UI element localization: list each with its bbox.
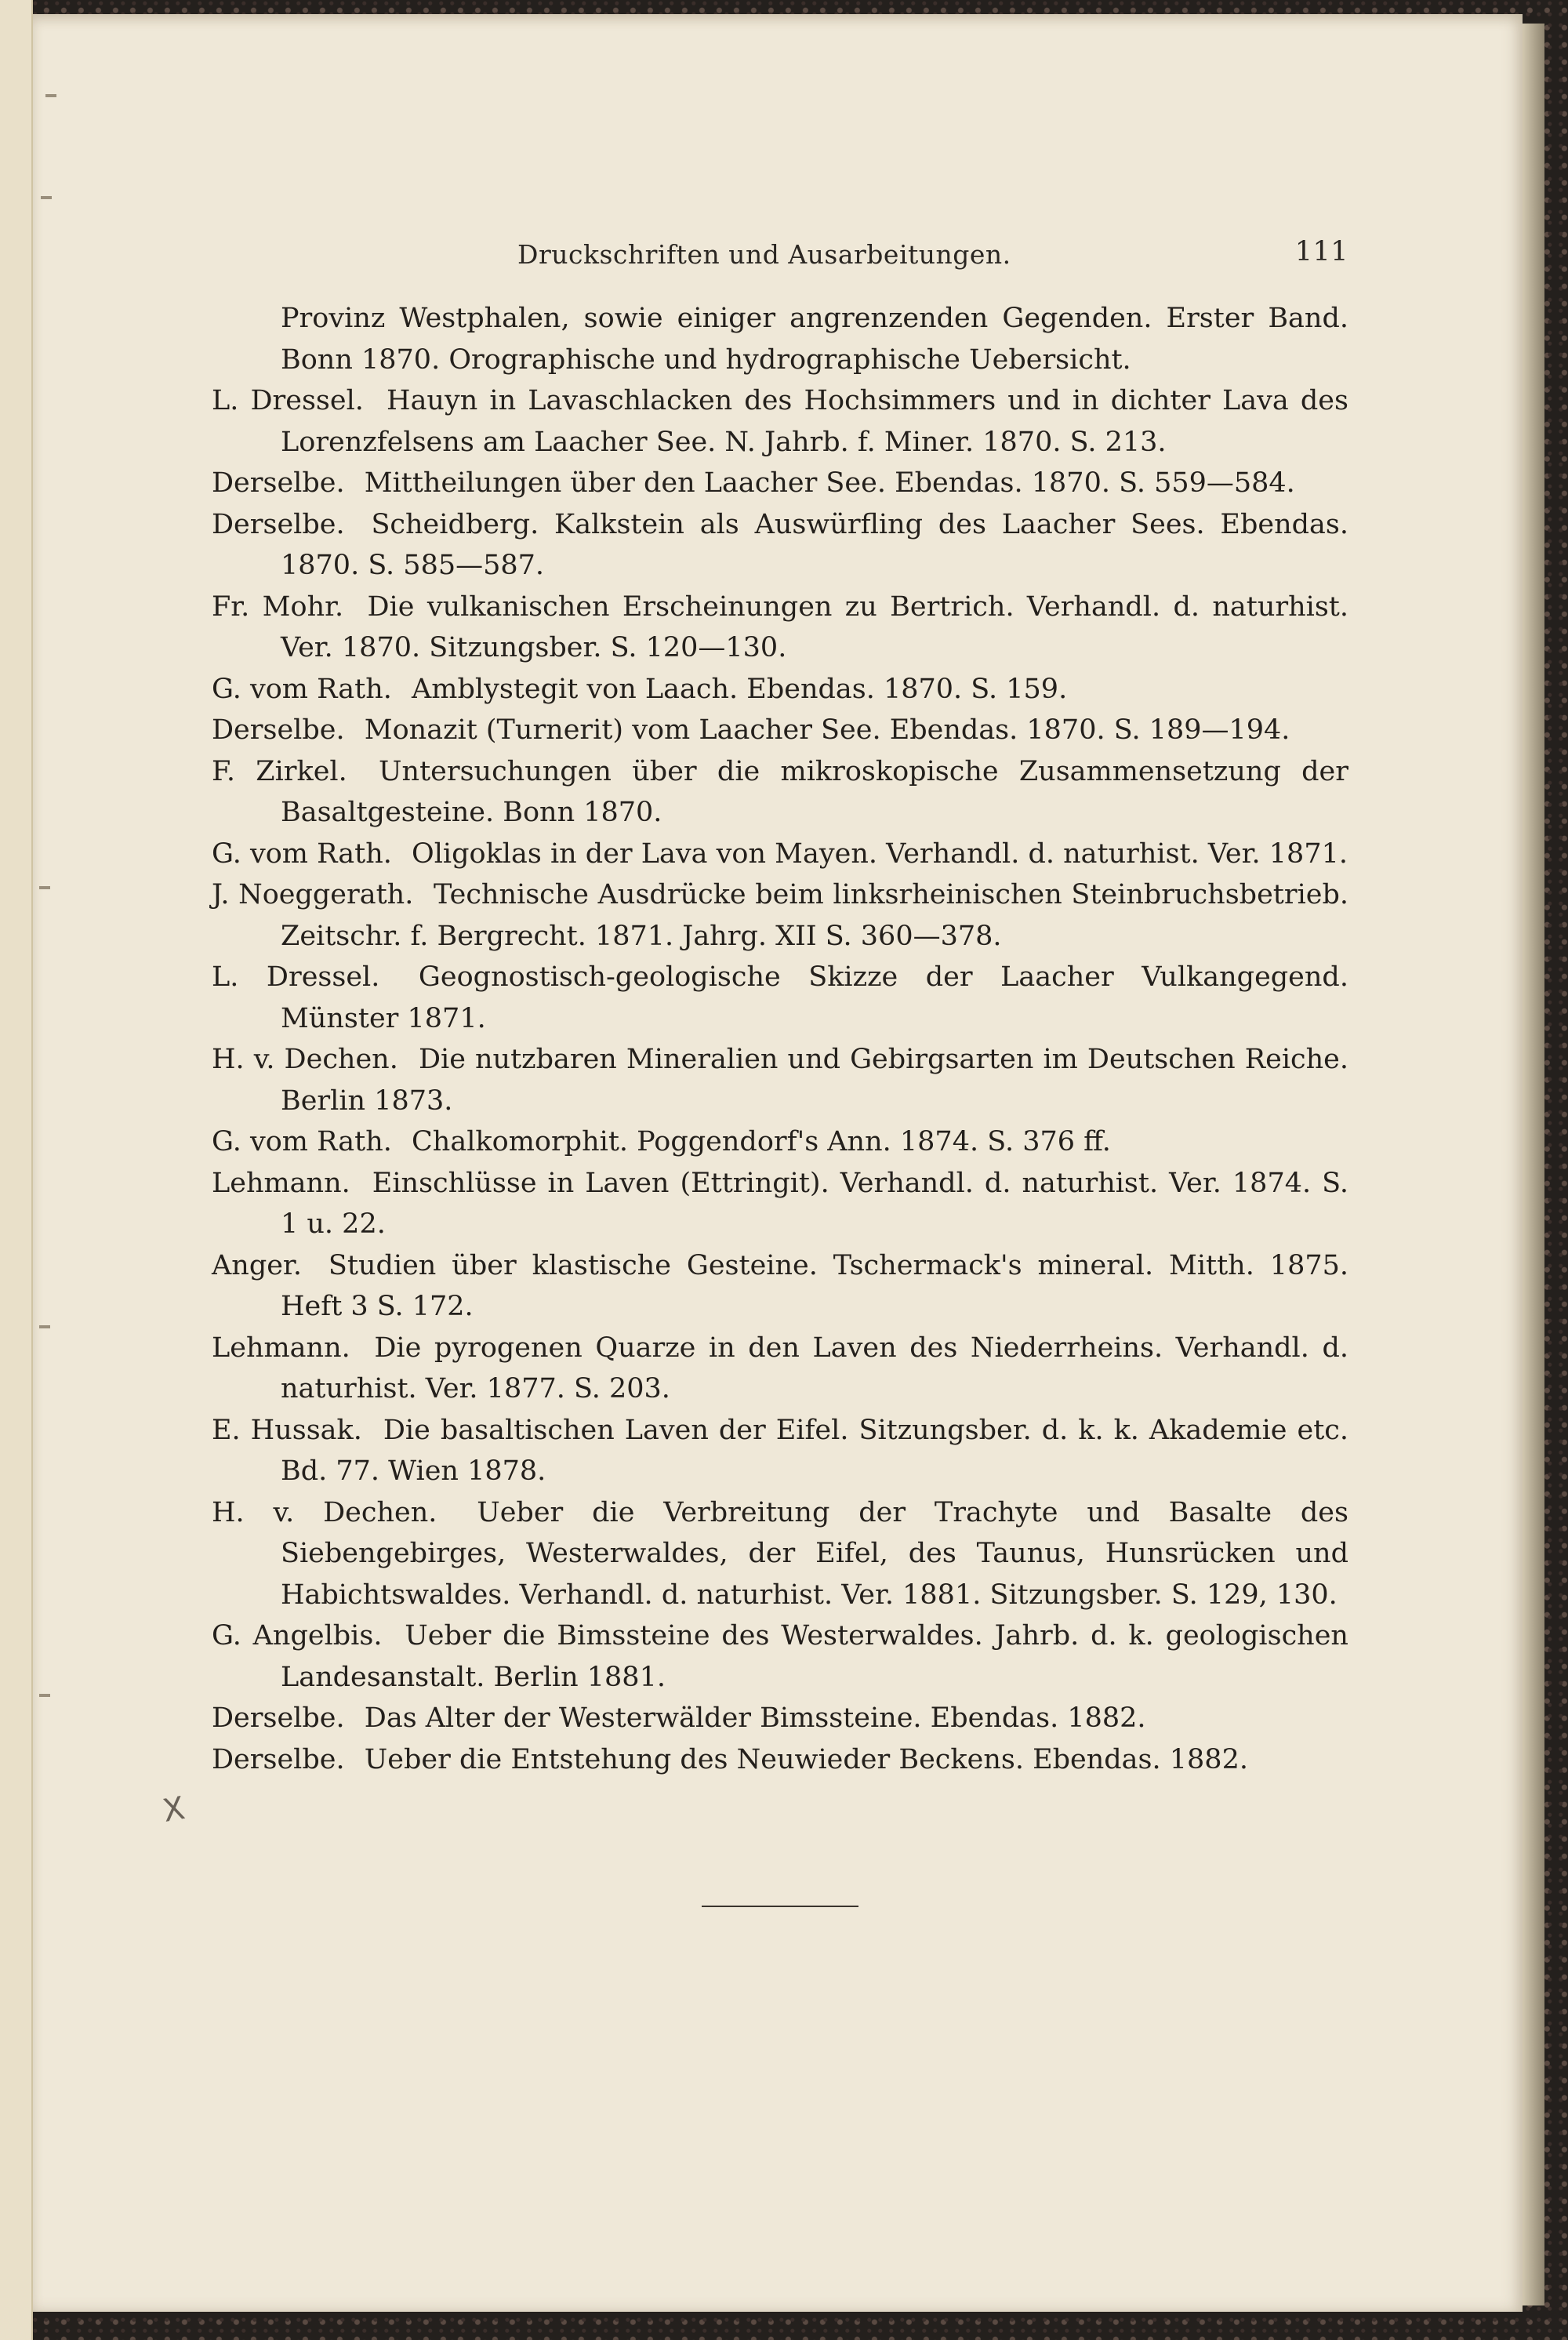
entry-author: G. vom Rath. — [212, 838, 392, 870]
entry-author: H. v. Dechen. — [212, 1044, 398, 1075]
entry-text: Ueber die Entstehung des Neuwieder Beckens. Ebendas. 1882. — [364, 1743, 1248, 1775]
entry-text: Die vulkanischen Erscheinungen zu Bertrich. Verhandl. d. naturhist. Ver. 1870. Sitzungsber. S. 120—130. — [281, 590, 1348, 663]
entry-author: Derselbe. — [212, 714, 345, 746]
entry-text: Die nutzbaren Mineralien und Gebirgsarten im Deutschen Reiche. Berlin 1873. — [281, 1044, 1348, 1117]
page-edge-shadow — [1521, 24, 1544, 2305]
bibliography-entry — [212, 957, 1348, 1039]
facing-page-edge — [0, 0, 33, 2340]
bibliography-entry — [212, 874, 1348, 957]
bibliography-entry — [212, 1163, 1348, 1245]
entry-text: Monazit (Turnerit) vom Laacher See. Ebendas. 1870. S. 189—194. — [364, 714, 1290, 746]
entry-text: Geognostisch-geologische Skizze der Laacher Vulkangegend. Münster 1871. — [281, 961, 1348, 1034]
bibliography-entry — [212, 1039, 1348, 1121]
bibliography-entry — [212, 669, 1348, 710]
bibliography-entry — [212, 751, 1348, 834]
bibliography-entry — [212, 463, 1348, 504]
entry-text: Scheidberg. Kalkstein als Auswürfling des Laacher Sees. Ebendas. 1870. S. 585—587. — [281, 508, 1348, 581]
pencil-mark: X — [160, 1790, 188, 1830]
bibliography-entry — [212, 1410, 1348, 1492]
entry-author: Lehmann. — [212, 1332, 350, 1364]
margin-tick — [39, 1325, 50, 1328]
entry-text: Einschlüsse in Laven (Ettringit). Verhandl. d. naturhist. Ver. 1874. S. 1 u. 22. — [281, 1167, 1348, 1240]
entry-author: H. v. Dechen. — [212, 1496, 437, 1528]
margin-tick — [39, 886, 50, 889]
bibliography-entry — [212, 504, 1348, 587]
entry-text: Die basaltischen Laven der Eifel. Sitzungsber. d. k. k. Akademie etc. Bd. 77. Wien 1878. — [281, 1414, 1348, 1487]
margin-tick — [41, 196, 52, 199]
bibliography-entry — [212, 380, 1348, 463]
entry-text: Mittheilungen über den Laacher See. Ebendas. 1870. S. 559—584. — [364, 467, 1295, 499]
bibliography-entry — [212, 710, 1348, 751]
entry-text: Oligoklas in der Lava von Mayen. Verhandl. d. naturhist. Ver. 1871. — [412, 838, 1348, 870]
entry-text: Provinz Westphalen, sowie einiger angrenzenden Gegenden. Erster Band. Bonn 1870. Orographische und hydrographische Uebersicht. — [281, 303, 1348, 376]
entry-author: G. vom Rath. — [212, 673, 392, 705]
entry-author: Derselbe. — [212, 1702, 345, 1734]
entry-author: Lehmann. — [212, 1167, 350, 1199]
entry-text: Die pyrogenen Quarze in den Laven des Niederrheins. Verhandl. d. naturhist. Ver. 1877. S. 203. — [281, 1332, 1348, 1404]
entry-author: L. Dressel. — [212, 385, 364, 416]
end-rule — [702, 1906, 858, 1907]
bibliography-entry — [212, 1328, 1348, 1410]
entry-author: G. vom Rath. — [212, 1126, 392, 1157]
entry-author: G. Angelbis. — [212, 1620, 383, 1651]
margin-tick — [39, 1694, 50, 1697]
entry-author: Derselbe. — [212, 508, 345, 540]
entry-author: J. Noeggerath. — [212, 879, 414, 910]
entry-text: Chalkomorphit. Poggendorf's Ann. 1874. S. 376 ff. — [412, 1126, 1111, 1157]
bibliography-entry — [212, 587, 1348, 669]
entry-text: Amblystegit von Laach. Ebendas. 1870. S. 159. — [412, 673, 1068, 705]
bibliography-entry — [212, 1492, 1348, 1616]
entry-text: Studien über klastische Gesteine. Tschermack's mineral. Mitth. 1875. Heft 3 S. 172. — [281, 1249, 1348, 1322]
entry-text: Technische Ausdrücke beim linksrheinischen Steinbruchsbetrieb. Zeitschr. f. Bergrecht. 1871. Jahrg. XII S. 360—378. — [281, 879, 1349, 952]
bibliography-entry — [212, 1121, 1348, 1163]
bibliography-entry — [212, 1245, 1348, 1328]
bibliography-entry — [212, 834, 1348, 875]
bibliography-entry — [212, 1698, 1348, 1739]
bibliography-list — [212, 298, 1348, 1780]
entry-author: Derselbe. — [212, 1743, 345, 1775]
entry-text: Untersuchungen über die mikroskopische Zusammensetzung der Basaltgesteine. Bonn 1870. — [281, 755, 1348, 828]
entry-author: L. Dressel. — [212, 961, 380, 993]
bibliography-entry — [212, 298, 1348, 380]
entry-author: Anger. — [212, 1249, 302, 1281]
margin-tick — [45, 94, 56, 97]
page-number: 111 — [1294, 236, 1348, 267]
bibliography-entry — [212, 1615, 1348, 1698]
bibliography-entry — [212, 1739, 1348, 1781]
entry-text: Ueber die Bimssteine des Westerwaldes. Jahrb. d. k. geologischen Landesanstalt. Berlin 1881. — [281, 1620, 1348, 1693]
entry-author: F. Zirkel. — [212, 755, 347, 787]
entry-text: Hauyn in Lavaschlacken des Hochsimmers und in dichter Lava des Lorenzfelsens am Laacher See. N. Jahrb. f. Miner. 1870. S. 213. — [281, 385, 1348, 458]
entry-author: Fr. Mohr. — [212, 590, 344, 623]
entry-author: E. Hussak. — [212, 1414, 362, 1446]
entry-text: Ueber die Verbreitung der Trachyte und Basalte des Siebengebirges, Westerwaldes, der Eifel, des Taunus, Hunsrücken und Habichtswaldes. Verhandl. d. naturhist. Ver. 1881. Sitzungsber. S. 129, 130. — [281, 1496, 1348, 1611]
entry-text: Das Alter der Westerwälder Bimssteine. Ebendas. 1882. — [364, 1702, 1146, 1734]
entry-author: Derselbe. — [212, 467, 345, 499]
header-title: Druckschriften und Ausarbeitungen. — [517, 239, 1011, 270]
